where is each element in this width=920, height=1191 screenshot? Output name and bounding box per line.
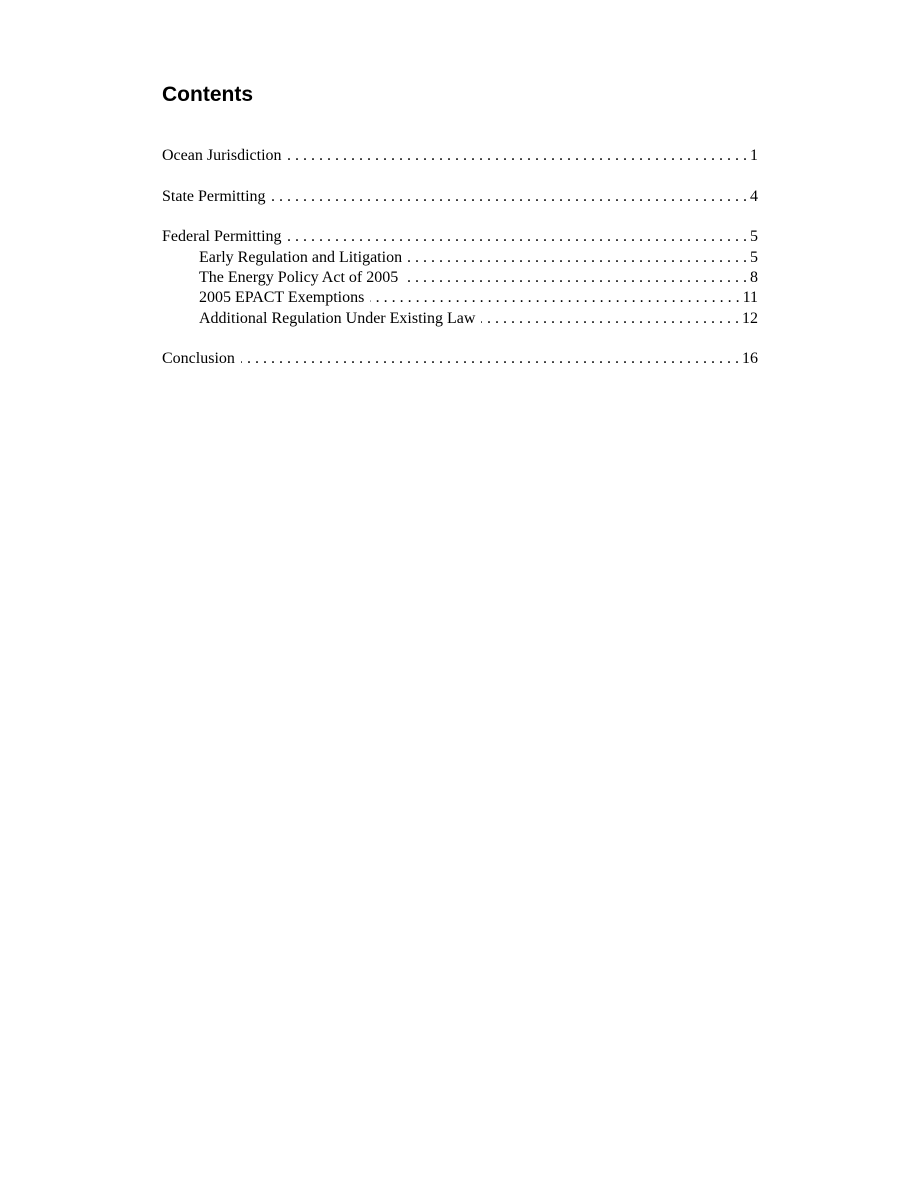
toc-page-number: 11 bbox=[742, 289, 758, 307]
toc-page-number: 5 bbox=[750, 248, 758, 266]
toc-page-number: 8 bbox=[750, 268, 758, 286]
toc-dot-leader bbox=[241, 349, 739, 369]
toc-entry-state-permitting[interactable] bbox=[162, 187, 758, 207]
toc-entry-label: State Permitting bbox=[162, 187, 266, 205]
toc-page-number: 1 bbox=[750, 147, 758, 164]
toc-page-number: 12 bbox=[742, 309, 758, 327]
toc-entry-label: Conclusion bbox=[162, 350, 235, 368]
toc-page-number: 4 bbox=[750, 187, 758, 205]
toc-entry-label: Ocean Jurisdiction bbox=[162, 147, 282, 164]
toc-entry-energy-policy-act[interactable] bbox=[162, 268, 758, 288]
page-title: Contents bbox=[162, 83, 253, 106]
toc-entry-label: Additional Regulation Under Existing Law bbox=[199, 309, 476, 327]
toc-dot-leader bbox=[404, 268, 747, 288]
toc-page-number: 16 bbox=[742, 350, 758, 368]
toc-dot-leader bbox=[370, 288, 739, 308]
toc-dot-leader bbox=[481, 309, 739, 329]
toc-dot-leader bbox=[272, 187, 747, 207]
toc-dot-leader bbox=[288, 146, 747, 166]
toc-entry-federal-permitting[interactable] bbox=[162, 227, 758, 247]
toc-entry-label: The Energy Policy Act of 2005 bbox=[199, 268, 399, 286]
toc-entry-label: Federal Permitting bbox=[162, 228, 282, 246]
table-of-contents bbox=[162, 146, 758, 370]
toc-entry-conclusion[interactable] bbox=[162, 349, 758, 369]
toc-entry-early-regulation[interactable] bbox=[162, 248, 758, 268]
toc-entry-epact-exemptions[interactable] bbox=[162, 288, 758, 308]
toc-entry-label: Early Regulation and Litigation bbox=[199, 248, 403, 266]
toc-entry-additional-regulation[interactable] bbox=[162, 309, 758, 329]
toc-dot-leader bbox=[288, 227, 747, 247]
toc-dot-leader bbox=[408, 248, 747, 268]
toc-entry-ocean-jurisdiction[interactable] bbox=[162, 146, 758, 166]
toc-entry-label: 2005 EPACT Exemptions bbox=[199, 289, 365, 307]
toc-page-number: 5 bbox=[750, 228, 758, 246]
